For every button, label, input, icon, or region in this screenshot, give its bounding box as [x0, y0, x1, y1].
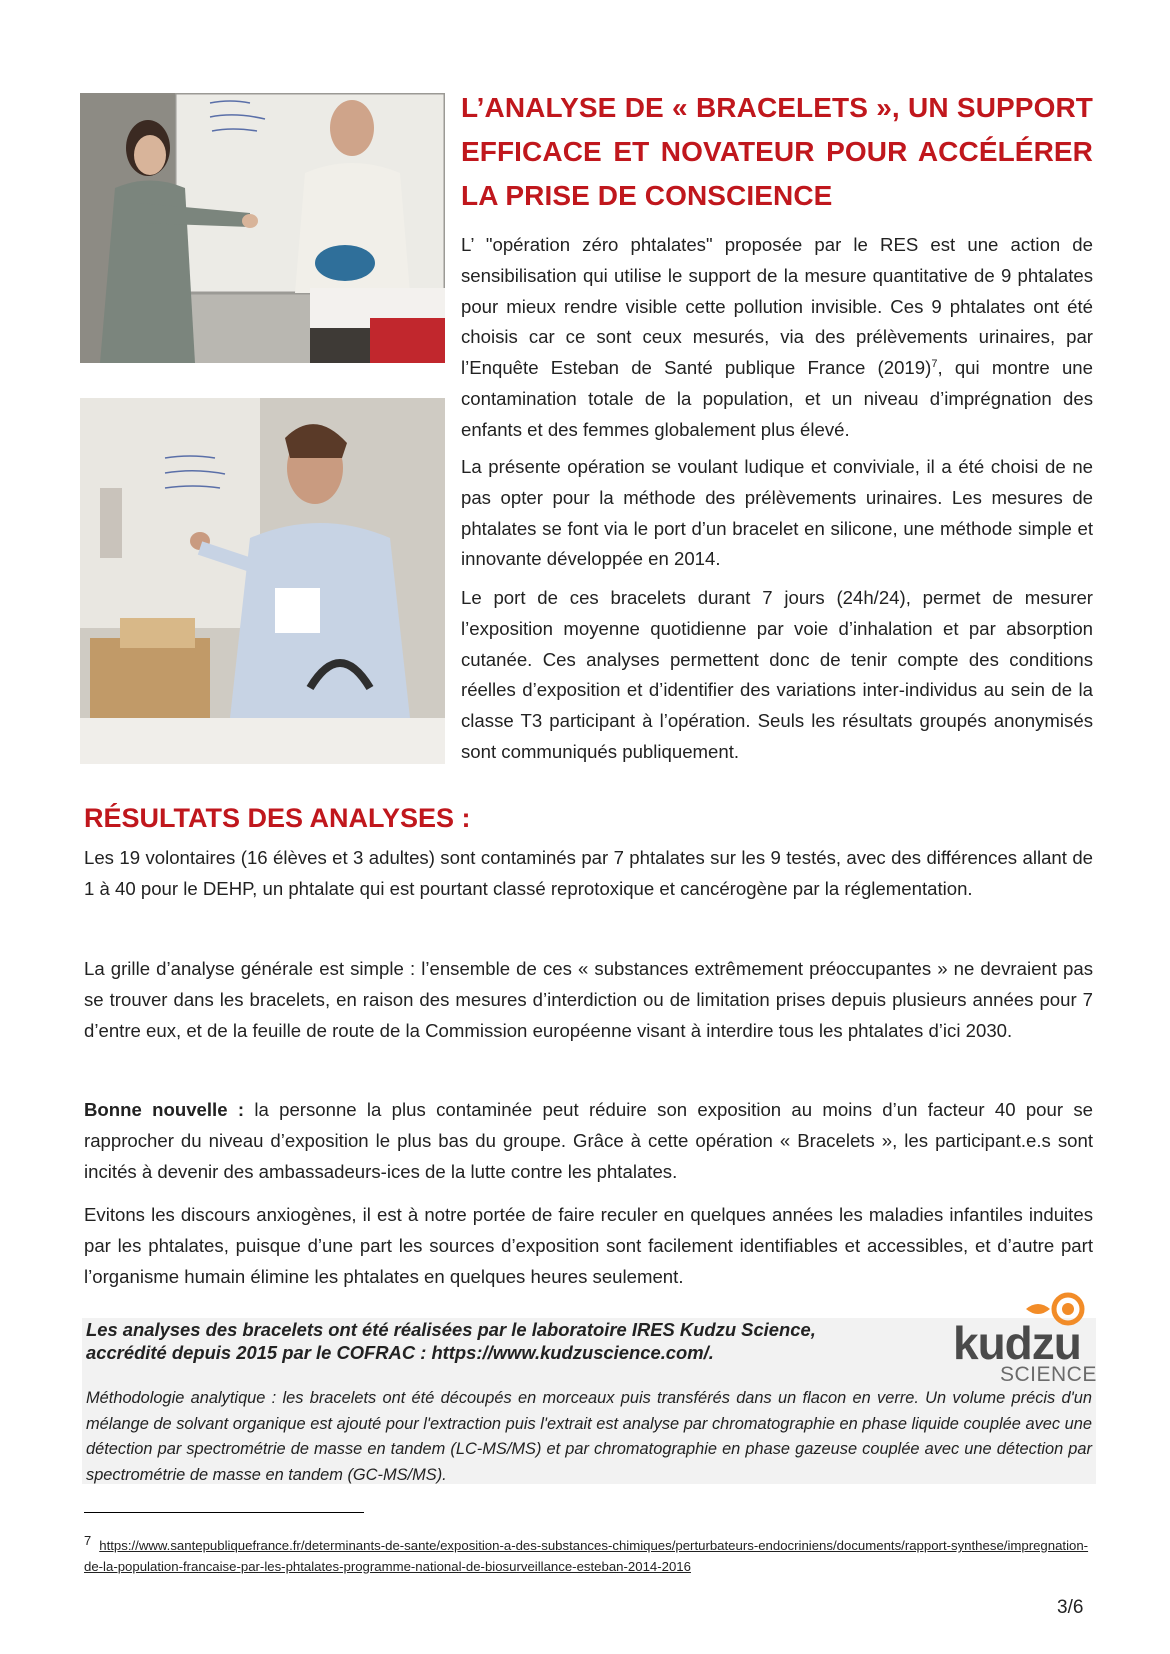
- results-heading: RÉSULTATS DES ANALYSES :: [84, 803, 471, 833]
- footnote: [84, 1530, 1094, 1577]
- article-title: L’ANALYSE DE « BRACELETS », UN SUPPORT EFFICACE ET NOVATEUR POUR ACCÉLÉRER LA PRISE DE CONSCIENCE: [461, 92, 1093, 211]
- paragraph-intro-part2: , qui montre une contamination totale de la population, et un niveau d’imprégnation des enfants et des femmes globalement plus élevé.: [461, 357, 1093, 440]
- footnote-number: 7: [84, 1533, 92, 1548]
- good-news-label: Bonne nouvelle :: [84, 1099, 245, 1120]
- paragraph-method: La présente opération se voulant ludique et conviviale, il a été choisi de ne pas opter pour la méthode des prélèvements urinaires. Les mesures de phtalates se font via le port d’un bracelet en silicone, une méthode simple et innovante développée en 2014.: [461, 456, 1093, 570]
- footnote-link[interactable]: https://www.santepubliquefrance.fr/determinants-de-sante/exposition-a-des-substances-chimiques/perturbateurs-endocriniens/documents/rapport-synthese/impregnation-de-la-population-francaise-par-les-phtalates-programme-national-de-biosurveillance-esteban-2014-2016: [84, 1538, 1089, 1574]
- logo-subtitle: SCIENCE: [1000, 1363, 1097, 1386]
- lab-credit: [86, 1318, 906, 1364]
- results-paragraph-1: Les 19 volontaires (16 élèves et 3 adultes) sont contaminés par 7 phtalates sur les 9 testés, avec des différences allant de 1 à 40 pour le DEHP, un phtalate qui est pourtant classé reprotoxique et cancérogène par la réglementation.: [84, 847, 1093, 899]
- lab-credit-line-2: accrédité depuis 2015 par le COFRAC : https://www.kudzuscience.com/.: [86, 1342, 714, 1363]
- logo-wordmark: kudzu: [953, 1317, 1081, 1369]
- lab-credit-line-1: Les analyses des bracelets ont été réalisées par le laboratoire IRES Kudzu Science,: [86, 1319, 816, 1340]
- photo-presenter-bracelet: [80, 398, 445, 764]
- results-paragraph-2: La grille d’analyse générale est simple : l’ensemble de ces « substances extrêmement préoccupantes » ne devraient pas se trouver dans les bracelets, en raison des mesures d’interdiction ou de limitation prises depuis plusieurs années pour 7 d’entre eux, et de la feuille de route de la Commission européenne visant à interdire tous les phtalates d’ici 2030.: [84, 958, 1093, 1041]
- paragraph-intro: [461, 230, 1093, 446]
- paragraph-bracelets: Le port de ces bracelets durant 7 jours (24h/24), permet de mesurer l’exposition moyenne quotidienne par voie d’inhalation et par absorption cutanée. Ces analyses permettent donc de tenir compte des conditions réelles d’exposition et d’identifier des variations inter-individus au sein de la classe T3 participant à l’opération. Seuls les résultats groupés anonymisés sont communiqués publiquement.: [461, 587, 1093, 762]
- footnote-reference: 7: [931, 358, 938, 370]
- photo-presenters-whiteboard: [80, 93, 445, 363]
- results-paragraph-4: Evitons les discours anxiogènes, il est à notre portée de faire reculer en quelques années les maladies infantiles induites par les phtalates, puisque d’une part les sources d’exposition sont facilement identifiables et accessibles, et d’autre part l’organisme humain élimine les phtalates en quelques heures seulement.: [84, 1204, 1093, 1287]
- footnote-divider: [84, 1512, 364, 1513]
- results-paragraph-3: [84, 1095, 1093, 1187]
- methodology-text: Méthodologie analytique : les bracelets ont été découpés en morceaux puis transférés dans un flacon en verre. Un volume précis d'un mélange de solvant organique est ajouté pour l'extraction puis l'extrait est analyse par chromatographie en phase liquide couplée avec une détection par spectrométrie de masse en tandem (LC-MS/MS) et par chromatographie en phase gazeuse couplée avec une détection par spectrométrie de masse en tandem (GC-MS/MS).: [86, 1389, 1092, 1484]
- page-number: 3/6: [1057, 1597, 1084, 1618]
- paragraph-intro-part1: L’ "opération zéro phtalates" proposée par le RES est une action de sensibilisation qui utilise le support de la mesure quantitative de 9 phtalates pour mieux rendre visible cette pollution invisible. Ces 9 phtalates ont été choisis car ce sont ceux mesurés, via des prélèvements urinaires, par l’Enquête Esteban de Santé publique France (2019): [461, 234, 1093, 379]
- good-news-text: la personne la plus contaminée peut réduire son exposition au moins d’un facteur 40 pour se rapprocher du niveau d’exposition le plus bas du groupe. Grâce à cette opération « Bracelets », les participant.e.s sont incités à devenir des ambassadeurs-ices de la lutte contre les phtalates.: [84, 1099, 1093, 1182]
